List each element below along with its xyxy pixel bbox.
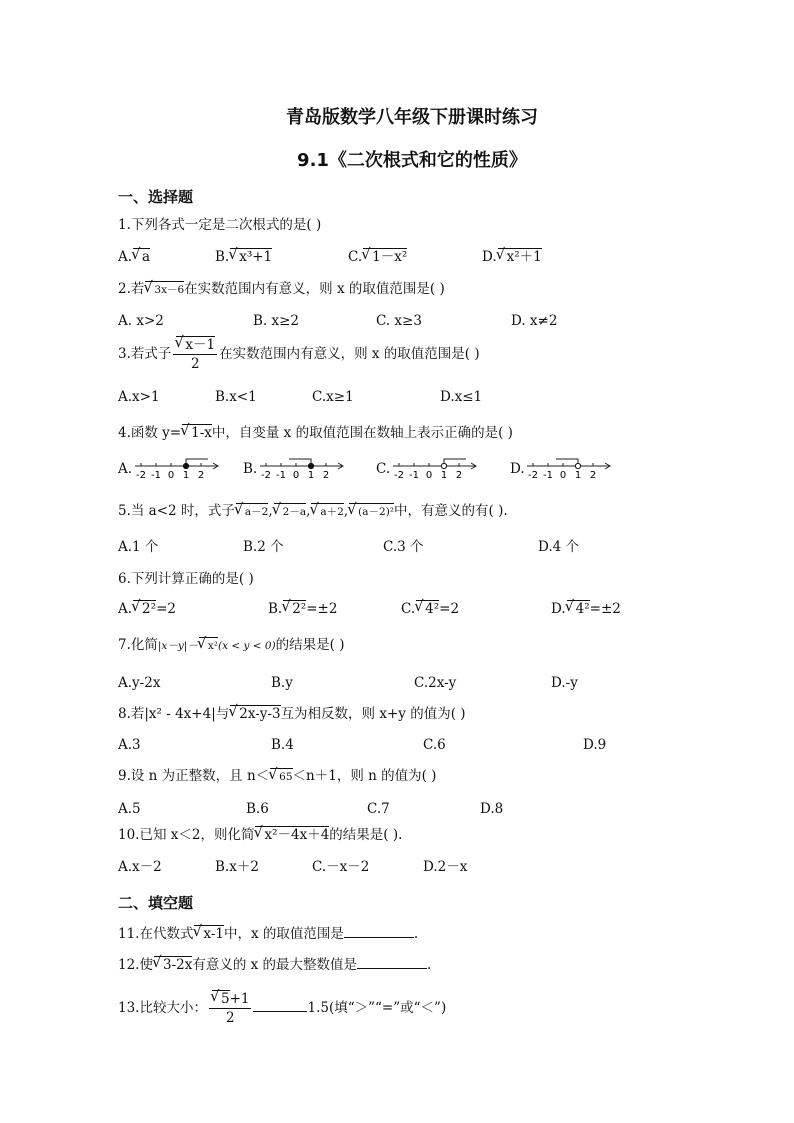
number-line-tick-label: -1 <box>409 470 419 480</box>
q6-stem: 6.下列计算正确的是( ) <box>118 571 254 587</box>
q9-option-d: D.8 <box>480 801 504 817</box>
q4-option-a-label: A. <box>118 461 133 477</box>
number-line-a <box>133 454 221 480</box>
number-line-solution-ray <box>289 459 311 466</box>
number-line-open-dot <box>441 463 446 468</box>
number-line-closed-dot <box>183 463 188 468</box>
number-line-tick-label: 2 <box>589 470 597 480</box>
q10-option-c: C.－x－2 <box>312 859 370 875</box>
number-line-tick-label: -1 <box>543 470 553 480</box>
number-line-tick-label: -1 <box>276 470 286 480</box>
number-line-solution-ray <box>186 459 208 466</box>
q2-stem: 2.若√ 3x－6在实数范围内有意义，则 x 的取值范围是( ) <box>118 280 445 298</box>
q3-option-c: C.x≥1 <box>312 389 354 405</box>
number-line-tick-label: 2 <box>197 470 205 480</box>
number-line-tick-label: 2 <box>322 470 330 480</box>
q2-option-d: D. x≠2 <box>511 313 558 329</box>
q8-option-c: C.6 <box>423 737 446 753</box>
q6-option-a: A.√ 2²=2 <box>118 600 176 618</box>
q4-option-c-label: C. <box>376 461 391 477</box>
number-line-d <box>525 454 613 480</box>
q4-option-d-numberline <box>525 454 613 480</box>
q5-option-b: B.2 个 <box>243 539 284 555</box>
q9-option-c: C.7 <box>367 801 390 817</box>
number-line-closed-dot <box>308 463 313 468</box>
q11-answer-blank[interactable] <box>344 923 414 938</box>
q5-stem: 5.当 a<2 时，式子√ a－2,√ 2－a,√ a＋2,√ (a－2)²中，有意义的有( ). <box>118 502 508 520</box>
q3-stem: 3.若式子 √ $\frac{x-1}{2}$ 在实数范围内有意义，则 x 的取值范围是( ) <box>118 336 480 373</box>
number-line-solution-ray <box>444 459 466 466</box>
q2-option-b: B. x≥2 <box>253 313 300 329</box>
page-title: 青岛版数学八年级下册课时练习 <box>286 107 538 128</box>
q7-option-d: D.-y <box>551 675 578 691</box>
q6-option-d: D.√ 4²=±2 <box>551 600 621 618</box>
q7-option-b: B.y <box>271 675 293 691</box>
q4-option-a-numberline <box>133 454 221 480</box>
q2-option-a: A. x>2 <box>118 313 164 329</box>
number-line-tick-label: 1 <box>307 470 315 480</box>
q12-stem: 12.使√ 3-2x有意义的 x 的最大整数值是 . <box>118 954 431 974</box>
page-subtitle: 9.1《二次根式和它的性质》 <box>297 150 527 171</box>
q4-option-b-label: B. <box>243 461 258 477</box>
q13-answer-blank[interactable] <box>253 997 307 1012</box>
number-line-tick-label: -2 <box>136 470 146 480</box>
q9-option-b: B.6 <box>246 801 269 817</box>
q7-option-c: C.2x-y <box>414 675 457 691</box>
q5-option-c: C.3 个 <box>383 539 424 555</box>
q6-option-b: B.√ 2²=±2 <box>268 600 337 618</box>
number-line-solution-ray <box>556 459 578 466</box>
q9-option-a: A.5 <box>118 801 141 817</box>
q12-answer-blank[interactable] <box>357 954 427 969</box>
q8-stem: 8.若|x² - 4x+4|与√ 2x-y-3互为相反数，则 x+y 的值为( ) <box>118 705 466 723</box>
number-line-tick-label: -2 <box>394 470 404 480</box>
q1-option-c: C.√ 1－x² <box>348 248 407 266</box>
q8-option-a: A.3 <box>118 737 141 753</box>
number-line-b <box>258 454 346 480</box>
q2-option-c: C. x≥3 <box>376 313 422 329</box>
number-line-tick-label: -1 <box>151 470 161 480</box>
q4-stem: 4.函数 y=√ 1-x中，自变量 x 的取值范围在数轴上表示正确的是( ) <box>118 424 513 442</box>
q9-stem: 9.设 n 为正整数，且 n＜√ 65＜n＋1，则 n 的值为( ) <box>118 767 436 785</box>
q4-option-b-numberline <box>258 454 346 480</box>
q10-option-b: B.x＋2 <box>215 859 259 875</box>
q3-option-d: D.x≤1 <box>440 389 483 405</box>
number-line-tick-label: 1 <box>182 470 190 480</box>
section-choice-heading: 一、选择题 <box>118 188 194 206</box>
number-line-c <box>391 454 479 480</box>
q1-stem: 1.下列各式一定是二次根式的是( ) <box>118 217 322 233</box>
q7-option-a: A.y-2x <box>118 675 161 691</box>
q13-stem: 13.比较大小： √ $\frac{5+1}{2}$ 1.5(填“＞”“=”或“＜”) <box>118 990 446 1027</box>
q4-option-c-numberline <box>391 454 479 480</box>
number-line-tick-label: -2 <box>528 470 538 480</box>
q7-stem: 7.化简|x－y|－√ x²(x < y < 0)的结果是( ) <box>118 636 344 655</box>
q8-option-b: B.4 <box>271 737 294 753</box>
q10-stem: 10.已知 x＜2，则化简√ x²－4x＋4的结果是( ). <box>118 826 402 844</box>
q4-option-d-label: D. <box>510 461 525 477</box>
number-line-tick-label: 0 <box>559 470 567 480</box>
q3-option-b: B.x<1 <box>215 389 257 405</box>
q10-option-a: A.x－2 <box>118 859 162 875</box>
number-line-tick-label: 1 <box>574 470 582 480</box>
q1-option-d: D.√ x²＋1 <box>482 248 542 266</box>
q11-stem: 11.在代数式√ x-1中，x 的取值范围是 . <box>118 923 418 943</box>
q5-option-a: A.1 个 <box>118 539 159 555</box>
number-line-tick-label: 1 <box>440 470 448 480</box>
q8-option-d: D.9 <box>583 737 607 753</box>
number-line-tick-label: 0 <box>292 470 300 480</box>
q1-option-a: A.√ a <box>118 248 150 266</box>
q6-option-c: C.√ 4²=2 <box>401 600 459 618</box>
number-line-tick-label: 0 <box>167 470 175 480</box>
number-line-open-dot <box>575 463 580 468</box>
q5-option-d: D.4 个 <box>538 539 580 555</box>
q3-option-a: A.x>1 <box>118 389 160 405</box>
number-line-tick-label: 2 <box>455 470 463 480</box>
q1-option-b: B.√ x³+1 <box>215 248 272 266</box>
number-line-tick-label: 0 <box>425 470 433 480</box>
q10-option-d: D.2－x <box>423 859 468 875</box>
section-fill-heading: 二、填空题 <box>118 894 194 912</box>
number-line-tick-label: -2 <box>261 470 271 480</box>
